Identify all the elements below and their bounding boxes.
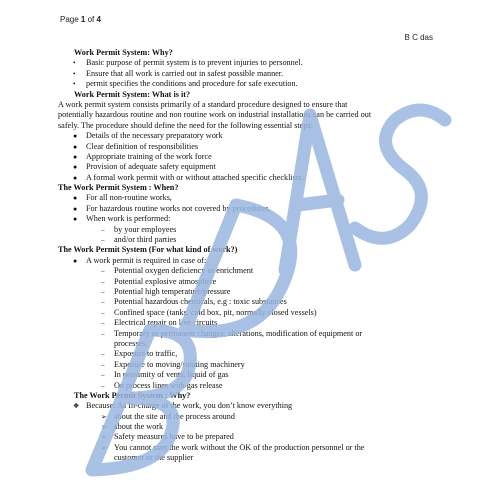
section-heading — [58, 183, 443, 193]
line-text: potentially hazardous routine and non routine work on industrial installations can be carried out — [58, 110, 372, 120]
list-item — [58, 79, 443, 89]
bullet-marker: – — [101, 360, 105, 369]
line-text: Provision of adequate safety equipment — [86, 162, 216, 172]
line-text: Exposure to moving/rotating machinery — [114, 359, 245, 369]
line-text: Potential oxygen deficiency or enrichment — [114, 266, 254, 276]
line-text: The Work Permit System : When? — [58, 183, 179, 193]
bullet-marker: ● — [73, 142, 78, 151]
list-item — [58, 266, 443, 276]
bullet-marker: – — [101, 329, 105, 338]
line-text: The Work Permit System (For what kind of work?) — [58, 245, 238, 255]
page-current: 1 — [80, 15, 86, 24]
list-item — [58, 193, 443, 203]
bullet-marker: ● — [73, 194, 78, 203]
bullet-marker: – — [101, 236, 105, 245]
line-text: Safety measures have to be prepared — [114, 432, 234, 442]
list-item — [58, 422, 443, 432]
bullet-marker: ➢ — [101, 423, 107, 432]
section-heading — [58, 245, 443, 255]
list-item — [58, 277, 443, 287]
line-text: Confined space (tanks, cold box, pit, normally closed vessels) — [114, 307, 317, 317]
list-item — [58, 204, 443, 214]
line-text: You cannot start the work without the OK of the production personnel or the — [114, 442, 365, 452]
paragraph-line — [58, 100, 443, 110]
page-label: Page — [60, 15, 81, 24]
line-text: Ensure that all work is carried out in safest possible manner. — [86, 68, 284, 78]
bullet-marker: ● — [73, 132, 78, 141]
list-item — [58, 349, 443, 359]
line-text: Work Permit System: What is it? — [74, 89, 191, 99]
line-text: A formal work permit with or without attached specific checklists. — [86, 172, 304, 182]
list-item — [58, 381, 443, 391]
line-text: Work Permit System: Why? — [74, 48, 173, 57]
line-text: by your employees — [114, 224, 177, 234]
line-text: customer or the supplier — [114, 453, 194, 463]
line-text: Because: As In-charge of the work, you don’t know everything — [86, 401, 293, 411]
line-text: When work is performed: — [86, 214, 171, 224]
line-text: processes, — [114, 338, 148, 348]
page-total: 4 — [96, 15, 101, 24]
list-item — [58, 329, 443, 339]
bullet-marker: ● — [73, 152, 78, 161]
line-text: Electrical repair on live circuits — [114, 318, 218, 328]
section-heading — [58, 48, 443, 58]
line-text: safely. The procedure should define the need for the following essential steps: — [58, 120, 313, 130]
list-item — [58, 256, 443, 266]
list-item — [58, 287, 443, 297]
bullet-marker: – — [101, 298, 105, 307]
bullet-marker: – — [101, 371, 105, 380]
list-item — [58, 173, 443, 183]
bullet-marker: ➢ — [101, 412, 107, 421]
list-item — [58, 235, 443, 245]
paragraph-line — [58, 121, 443, 131]
list-item — [58, 214, 443, 224]
list-item — [58, 142, 443, 152]
bullet-marker: ● — [73, 215, 78, 224]
list-item — [58, 412, 443, 422]
line-text: and/or third parties — [114, 235, 177, 245]
line-text: Temporary or permanent changes, alterations, modification of equipment or — [114, 328, 363, 338]
page-number — [60, 15, 101, 24]
line-text: about the site and the process around — [114, 411, 235, 421]
bullet-marker: • — [73, 69, 76, 78]
bullet-marker: • — [73, 80, 76, 89]
line-text: about the work — [114, 422, 164, 432]
list-item — [58, 69, 443, 79]
paragraph-line — [58, 110, 443, 120]
list-item — [58, 308, 443, 318]
line-text: Potential explosive atmosphere — [114, 276, 217, 286]
bullet-marker: – — [101, 350, 105, 359]
line-text: Basic purpose of permit system is to prevent injuries to personnel. — [86, 58, 303, 68]
line-text: A work permit is required in case of: — [86, 255, 207, 265]
bullet-marker: ● — [73, 173, 78, 182]
bullet-marker: • — [73, 59, 76, 68]
list-item — [58, 360, 443, 370]
bullet-marker: – — [101, 267, 105, 276]
page-of: of — [85, 15, 97, 24]
list-item — [58, 162, 443, 172]
list-item — [58, 401, 443, 411]
bullet-marker: – — [101, 319, 105, 328]
list-item — [58, 370, 443, 380]
list-item — [58, 432, 443, 442]
list-item — [58, 58, 443, 68]
bullet-marker: – — [101, 225, 105, 234]
line-text: In proximity of vents, liquid of gas — [114, 370, 229, 380]
bullet-marker: – — [101, 277, 105, 286]
line-text: Exposure to traffic, — [114, 349, 178, 359]
line-text: Clear definition of responsibilities — [86, 141, 199, 151]
line-text: Potential high temperature/pressure — [114, 286, 231, 296]
line-text: Details of the necessary preparatory work — [86, 131, 223, 141]
section-heading — [58, 90, 443, 100]
list-item — [58, 152, 443, 162]
bullet-marker: ● — [73, 256, 78, 265]
section-heading — [58, 391, 443, 401]
paragraph-line — [58, 453, 443, 463]
bullet-marker: – — [101, 308, 105, 317]
list-item — [58, 443, 443, 453]
line-text: On process lines with gas release — [114, 380, 223, 390]
line-text: For all non-routine works, — [86, 193, 172, 203]
author-name: B C das — [404, 33, 433, 42]
line-text: permit specifies the conditions and procedure for safe execution. — [86, 79, 298, 89]
bullet-marker: – — [101, 381, 105, 390]
document-body — [58, 48, 443, 464]
bullet-marker: – — [101, 287, 105, 296]
list-item — [58, 297, 443, 307]
list-item — [58, 131, 443, 141]
line-text: A work permit system consists primarily of a standard procedure designed to ensure that — [58, 99, 348, 109]
bullet-marker: ➢ — [101, 443, 107, 452]
bullet-marker: ● — [73, 163, 78, 172]
line-text: For hazardous routine works not covered by procedures, — [86, 203, 271, 213]
paragraph-line — [58, 339, 443, 349]
line-text: Appropriate training of the work force — [86, 151, 212, 161]
list-item — [58, 225, 443, 235]
list-item — [58, 318, 443, 328]
bullet-marker: ● — [73, 204, 78, 213]
line-text: The Work Permit System : Why? — [74, 390, 191, 400]
bullet-marker: ➢ — [101, 433, 107, 442]
line-text: Potential hazardous chemicals, e.g : toxic substances — [114, 297, 287, 307]
bullet-marker: ❖ — [73, 402, 80, 411]
